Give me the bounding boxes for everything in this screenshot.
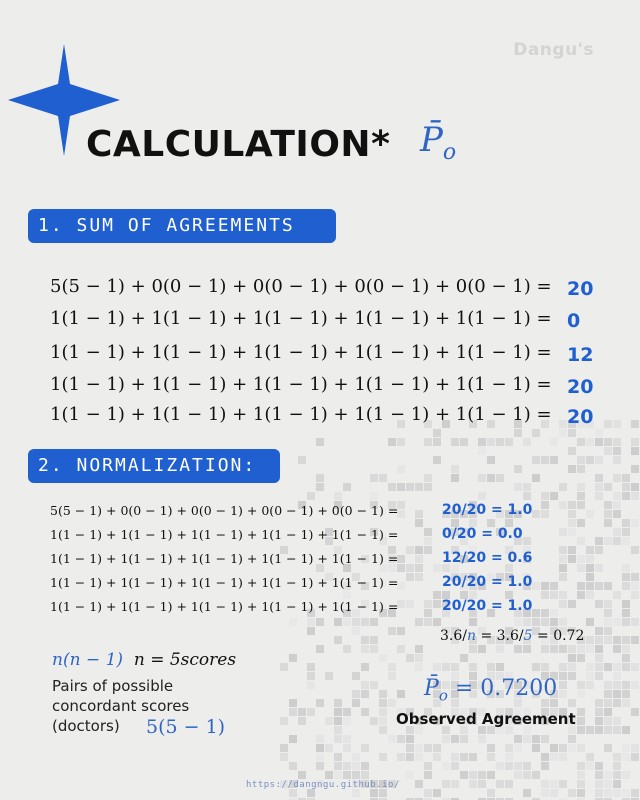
- normalization-result: 0/20 = 0.0: [442, 526, 523, 542]
- agreement-sum-expression: 5(5 − 1) + 0(0 − 1) + 0(0 − 1) + 0(0 − 1) + 0(0 − 1) =: [50, 276, 552, 297]
- normalization-result: 20/20 = 1.0: [442, 574, 533, 590]
- watermark: Dangu's: [513, 40, 594, 60]
- normalization-expression: 1(1 − 1) + 1(1 − 1) + 1(1 − 1) + 1(1 − 1) + 1(1 − 1) =: [50, 575, 399, 590]
- pairs-example: 5(5 − 1): [146, 716, 226, 738]
- page-title: CALCULATION*: [86, 124, 391, 165]
- title-symbol: $P̄_o$: [420, 120, 457, 165]
- agreement-sum-expression: 1(1 − 1) + 1(1 − 1) + 1(1 − 1) + 1(1 − 1) + 1(1 − 1) =: [50, 374, 552, 395]
- normalization-expression: 1(1 − 1) + 1(1 − 1) + 1(1 − 1) + 1(1 − 1) + 1(1 − 1) =: [50, 551, 399, 566]
- agreement-sum-result: 20: [567, 278, 594, 300]
- section-sum-of-agreements-label: 1. SUM OF AGREEMENTS: [28, 209, 336, 243]
- normalization-expression: 1(1 − 1) + 1(1 − 1) + 1(1 − 1) + 1(1 − 1) + 1(1 − 1) =: [50, 599, 399, 614]
- pairs-formula: n(n − 1) n = 5scores: [52, 650, 237, 670]
- normalization-result: 12/20 = 0.6: [442, 550, 533, 566]
- agreement-sum-result: 0: [567, 310, 581, 332]
- normalization-result: 20/20 = 1.0: [442, 502, 533, 518]
- agreement-sum-result: 20: [567, 376, 594, 398]
- agreement-sum-expression: 1(1 − 1) + 1(1 − 1) + 1(1 − 1) + 1(1 − 1) + 1(1 − 1) =: [50, 342, 552, 363]
- agreement-sum-expression: 1(1 − 1) + 1(1 − 1) + 1(1 − 1) + 1(1 − 1) + 1(1 − 1) =: [50, 404, 552, 425]
- section-normalization-label: 2. NORMALIZATION:: [28, 449, 280, 483]
- agreement-sum-result: 20: [567, 406, 594, 428]
- footer-url: https://dangngu.github.io/: [246, 780, 400, 790]
- agreement-sum-expression: 1(1 − 1) + 1(1 − 1) + 1(1 − 1) + 1(1 − 1) + 1(1 − 1) =: [50, 308, 552, 329]
- agreement-sum-result: 12: [567, 344, 594, 366]
- observed-agreement-value: $P̄_o = 0.7200$: [424, 676, 558, 705]
- observed-agreement-label: Observed Agreement: [396, 710, 576, 728]
- normalization-result: 20/20 = 1.0: [442, 598, 533, 614]
- average-calculation: 3.6/n = 3.6/5 = 0.72: [440, 628, 585, 644]
- pairs-description: Pairs of possible concordant scores (doctors): [52, 677, 190, 735]
- normalization-expression: 5(5 − 1) + 0(0 − 1) + 0(0 − 1) + 0(0 − 1) + 0(0 − 1) =: [50, 503, 399, 518]
- normalization-expression: 1(1 − 1) + 1(1 − 1) + 1(1 − 1) + 1(1 − 1) + 1(1 − 1) =: [50, 527, 399, 542]
